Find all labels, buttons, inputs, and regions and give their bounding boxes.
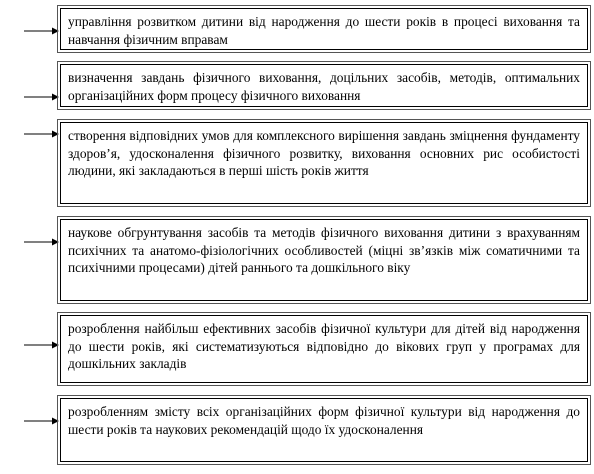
arrow-right-icon <box>22 416 60 426</box>
task-box: розроблення найбільш ефективних засобів фізичної культури для дітей від народження до шести років, які систематизуються відповідно до вікових груп у програмах для дошкільних закладів <box>60 315 588 383</box>
arrow-right-icon <box>22 237 60 247</box>
arrow-right-icon <box>22 92 60 102</box>
arrow-right-icon <box>22 26 60 36</box>
arrow-right-icon <box>22 340 60 350</box>
task-box: визначення завдань фізичного виховання, доцільних засобів, методів, оптимальних організаційних форм процесу фізичного виховання <box>60 64 588 107</box>
arrow-right-icon <box>22 129 60 139</box>
task-box: створення відповідних умов для комплексного вирішення завдань зміцнення фундаменту здоров’я, удосконалення фізичного розвитку, виховання основних рис особистості людини, які закладаються в перші шість років життя <box>60 122 588 204</box>
task-box: управління розвитком дитини від народження до шести років в процесі виховання та навчання фізичним вправам <box>60 8 588 50</box>
task-box: розробленням змісту всіх організаційних форм фізичної культури від народження до шести років та наукових рекомендацій щодо їх удосконалення <box>60 398 588 462</box>
task-box: наукове обгрунтування засобів та методів фізичного виховання дитини з врахуванням психічних та анатомо-фізіологічних особливостей (міцні зв’язків між соматичними та психічними процесами) дітей раннього та дошкільного віку <box>60 219 588 301</box>
